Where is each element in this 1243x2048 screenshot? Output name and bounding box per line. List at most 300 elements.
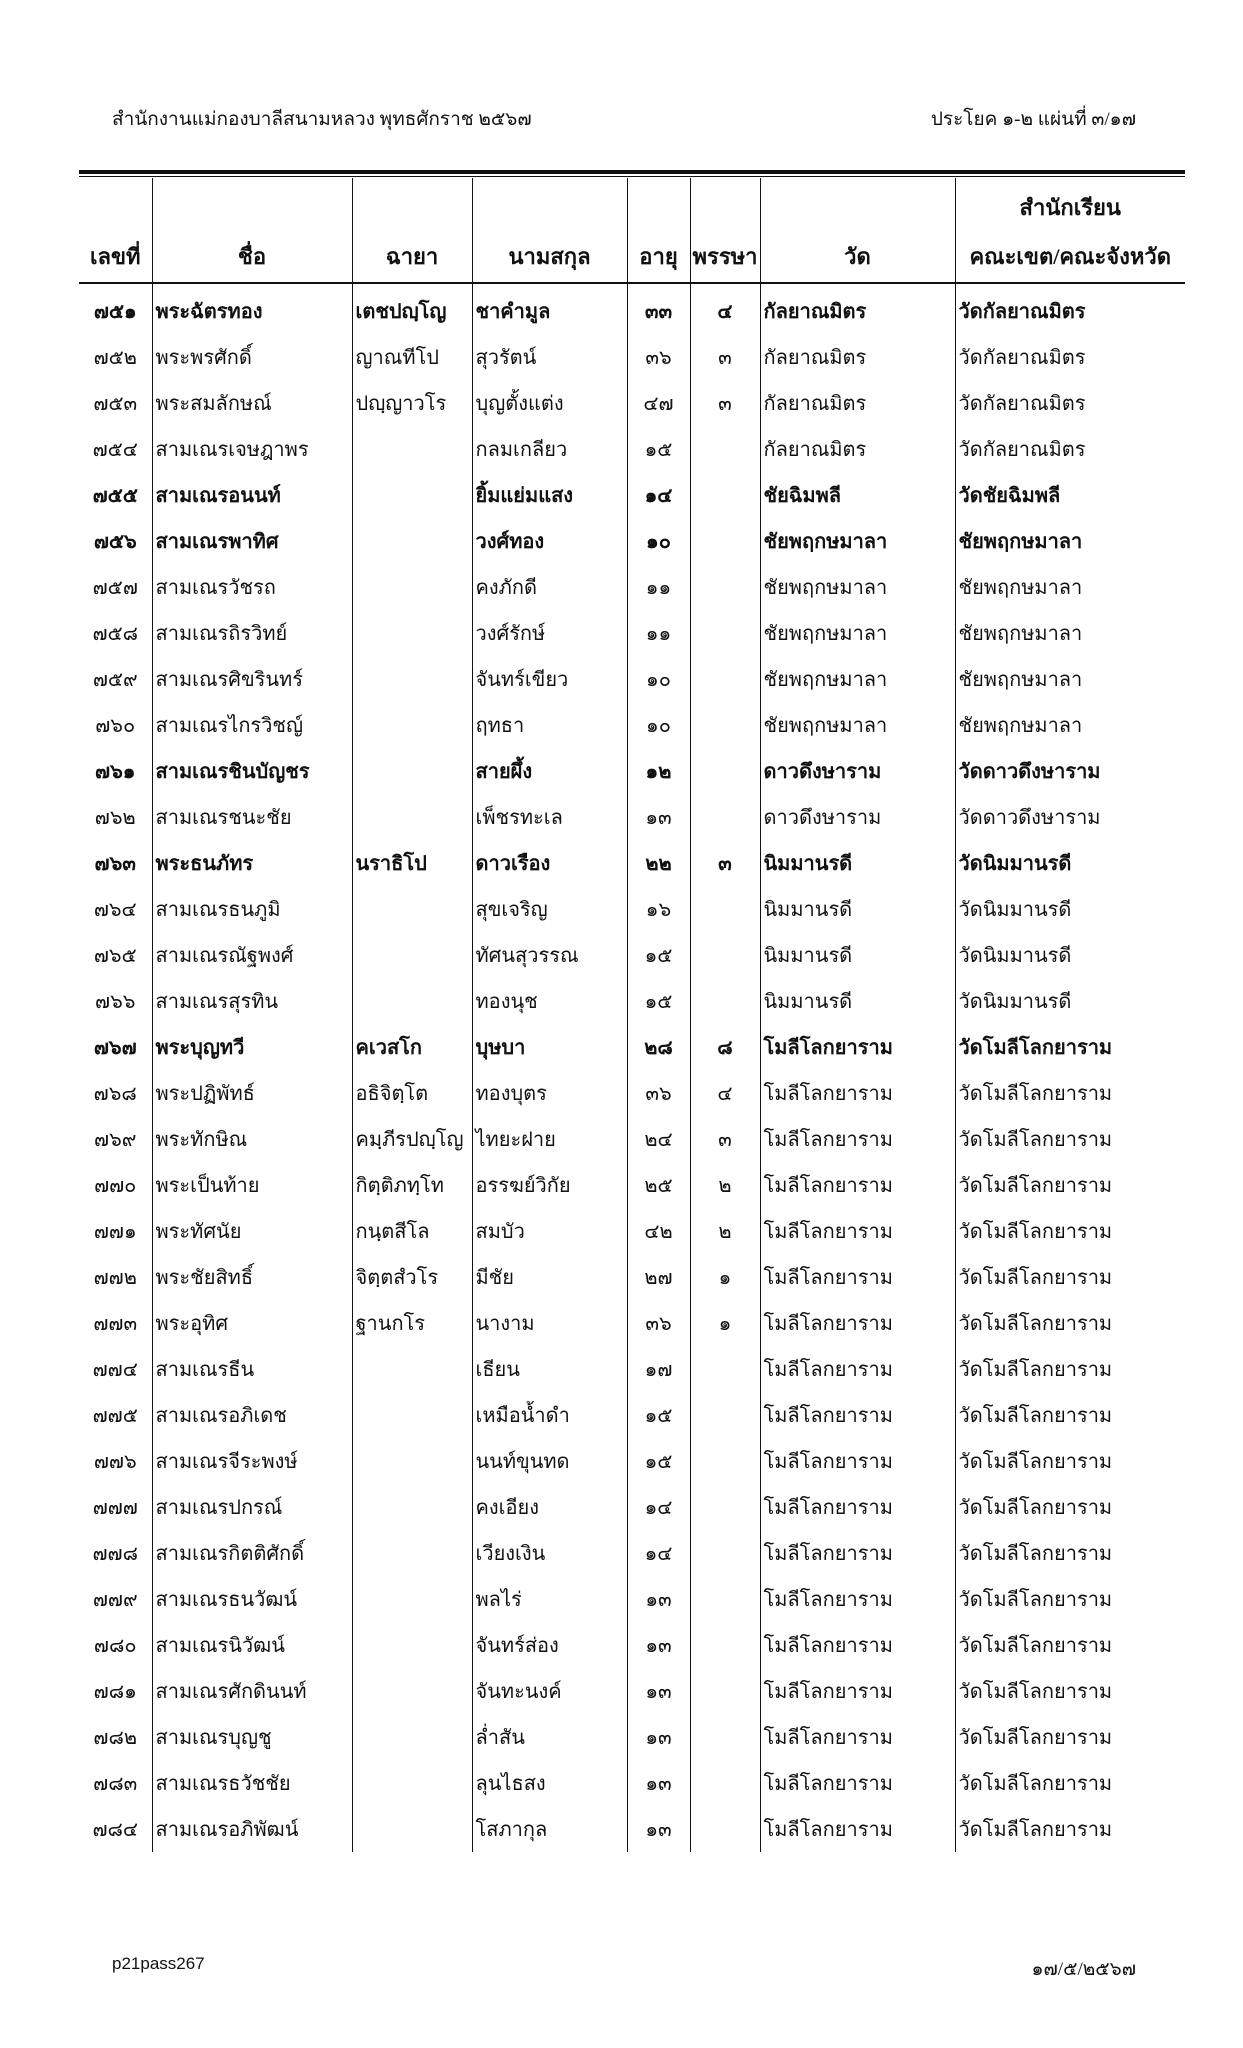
cell-school: ชัยพฤกษมาลา: [955, 610, 1185, 656]
cell-surname: ไทยะฝาย: [472, 1116, 627, 1162]
cell-vassa: [690, 886, 760, 932]
cell-surname: ล่ำสัน: [472, 1714, 627, 1760]
cell-name: สามเณรไกรวิชญ์: [152, 702, 352, 748]
cell-surname: เธียน: [472, 1346, 627, 1392]
table-row: [79, 1162, 1185, 1208]
cell-vassa: ๘: [690, 1024, 760, 1070]
cell-no: ๗๖๓: [94, 853, 136, 875]
table-row: [79, 1346, 1185, 1392]
cell-vassa: ๔: [690, 283, 760, 334]
cell-age: ๑๐: [627, 518, 690, 564]
col-header-vassa: พรรษา: [690, 178, 760, 283]
cell-chaya: ญาณทีโป: [352, 334, 472, 380]
cell-school: วัดโมลีโลกยาราม: [955, 1300, 1185, 1346]
cell-chaya: กนฺตสีโล: [352, 1208, 472, 1254]
cell-wat: ชัยพฤกษมาลา: [760, 702, 955, 748]
cell-vassa: [690, 564, 760, 610]
table-row: [79, 1070, 1185, 1116]
cell-school: วัดโมลีโลกยาราม: [955, 1576, 1185, 1622]
cell-name: พระบุญทวี: [152, 1024, 352, 1070]
cell-school: วัดดาวดึงษาราม: [955, 794, 1185, 840]
cell-vassa: [690, 1806, 760, 1852]
cell-school: วัดนิมมานรดี: [955, 886, 1185, 932]
cell-school: วัดชัยฉิมพลี: [955, 472, 1185, 518]
cell-school: วัดกัลยาณมิตร: [955, 426, 1185, 472]
cell-chaya: [352, 1530, 472, 1576]
cell-school: วัดนิมมานรดี: [955, 840, 1185, 886]
cell-wat: โมลีโลกยาราม: [760, 1070, 955, 1116]
cell-no: ๗๖๑: [95, 761, 136, 783]
cell-name: สามเณรศิขรินทร์: [152, 656, 352, 702]
table-row: [79, 1530, 1185, 1576]
cell-chaya: [352, 472, 472, 518]
cell-school: วัดกัลยาณมิตร: [955, 283, 1185, 334]
cell-school: วัดโมลีโลกยาราม: [955, 1438, 1185, 1484]
cell-vassa: [690, 1668, 760, 1714]
cell-age: ๔๗: [627, 380, 690, 426]
cell-chaya: [352, 978, 472, 1024]
cell-name: พระทักษิณ: [152, 1116, 352, 1162]
cell-wat: ดาวดึงษาราม: [760, 748, 955, 794]
cell-chaya: คเวสโก: [352, 1024, 472, 1070]
cell-surname: อรรฆย์วิกัย: [472, 1162, 627, 1208]
table-row: [79, 1438, 1185, 1484]
cell-age: ๑๒: [627, 748, 690, 794]
cell-no: ๗๖๗: [93, 1037, 137, 1059]
cell-age: ๑๖: [627, 886, 690, 932]
cell-vassa: [690, 1484, 760, 1530]
cell-age: ๑๔: [627, 472, 690, 518]
table-row: [79, 748, 1185, 794]
cell-no: ๗๗๑: [93, 1221, 137, 1243]
table-row: [79, 610, 1185, 656]
cell-chaya: [352, 1438, 472, 1484]
cell-chaya: [352, 656, 472, 702]
cell-age: ๑๕: [627, 1438, 690, 1484]
cell-no: ๗๕๘: [92, 623, 139, 645]
cell-name: สามเณรธนวัฒน์: [152, 1576, 352, 1622]
cell-name: สามเณรพาทิศ: [152, 518, 352, 564]
cell-wat: ดาวดึงษาราม: [760, 794, 955, 840]
table-header-row: [79, 178, 1185, 283]
cell-name: สามเณรอภิเดช: [152, 1392, 352, 1438]
cell-surname: เพ็ชรทะเล: [472, 794, 627, 840]
cell-vassa: [690, 932, 760, 978]
cell-age: ๑๓: [627, 1576, 690, 1622]
cell-surname: จันทะนงค์: [472, 1668, 627, 1714]
cell-vassa: [690, 702, 760, 748]
cell-chaya: อธิจิตฺโต: [352, 1070, 472, 1116]
cell-chaya: [352, 1576, 472, 1622]
cell-name: พระอุทิศ: [152, 1300, 352, 1346]
cell-chaya: [352, 1392, 472, 1438]
table-row: [79, 472, 1185, 518]
cell-name: พระธนภัทร: [152, 840, 352, 886]
cell-chaya: [352, 886, 472, 932]
cell-school: วัดโมลีโลกยาราม: [955, 1116, 1185, 1162]
cell-wat: โมลีโลกยาราม: [760, 1254, 955, 1300]
cell-no: ๗๖๔: [93, 899, 137, 921]
cell-school: วัดโมลีโลกยาราม: [955, 1024, 1185, 1070]
cell-wat: โมลีโลกยาราม: [760, 1576, 955, 1622]
cell-name: พระสมลักษณ์: [152, 380, 352, 426]
cell-no: ๗๕๕: [92, 485, 138, 507]
footer-code: p21pass267: [112, 1954, 205, 1973]
col-header-age: อายุ: [627, 178, 690, 283]
cell-surname: คงภักดี: [472, 564, 627, 610]
cell-name: พระเป็นท้าย: [152, 1162, 352, 1208]
cell-vassa: [690, 1576, 760, 1622]
cell-wat: กัลยาณมิตร: [760, 380, 955, 426]
cell-school: วัดกัลยาณมิตร: [955, 380, 1185, 426]
cell-surname: จันทร์ส่อง: [472, 1622, 627, 1668]
cell-age: ๒๒: [627, 840, 690, 886]
table-row: [79, 334, 1185, 380]
cell-school: วัดนิมมานรดี: [955, 932, 1185, 978]
cell-wat: โมลีโลกยาราม: [760, 1208, 955, 1254]
cell-no: ๗๕๗: [92, 577, 138, 599]
cell-vassa: [690, 1530, 760, 1576]
cell-chaya: [352, 1714, 472, 1760]
cell-name: สามเณรถิรวิทย์: [152, 610, 352, 656]
table-row: [79, 1806, 1185, 1852]
cell-surname: กลมเกลียว: [472, 426, 627, 472]
cell-chaya: [352, 794, 472, 840]
cell-age: ๒๘: [627, 1024, 690, 1070]
table-row: [79, 283, 1185, 334]
cell-surname: บุษบา: [472, 1024, 627, 1070]
col-header-name: ชื่อ: [152, 178, 352, 283]
cell-surname: เหมือน้ำดำ: [472, 1392, 627, 1438]
cell-vassa: ๑: [690, 1300, 760, 1346]
cell-school: ชัยพฤกษมาลา: [955, 656, 1185, 702]
cell-vassa: [690, 1392, 760, 1438]
cell-surname: นางาม: [472, 1300, 627, 1346]
cell-no: ๗๕๙: [92, 669, 138, 691]
cell-age: ๑๓: [627, 1760, 690, 1806]
cell-no: ๗๖๕: [93, 945, 137, 967]
footer-date: ๑๗/๕/๒๕๖๗: [1031, 1959, 1136, 1980]
cell-wat: นิมมานรดี: [760, 978, 955, 1024]
cell-name: พระพรศักดิ์: [152, 334, 352, 380]
cell-name: สามเณรเจษฎาพร: [152, 426, 352, 472]
cell-wat: นิมมานรดี: [760, 840, 955, 886]
cell-name: สามเณรปกรณ์: [152, 1484, 352, 1530]
cell-no: ๗๖๘: [93, 1083, 137, 1105]
cell-no: ๗๗๕: [92, 1405, 138, 1427]
cell-surname: ทองบุตร: [472, 1070, 627, 1116]
col-header-chaya: ฉายา: [352, 178, 472, 283]
cell-wat: โมลีโลกยาราม: [760, 1530, 955, 1576]
table-row: [79, 1208, 1185, 1254]
cell-surname: ลุนไธสง: [472, 1760, 627, 1806]
cell-chaya: [352, 1484, 472, 1530]
cell-age: ๒๗: [627, 1254, 690, 1300]
table-row: [79, 1116, 1185, 1162]
cell-school: วัดกัลยาณมิตร: [955, 334, 1185, 380]
cell-surname: สายผึ้ง: [472, 748, 627, 794]
cell-wat: โมลีโลกยาราม: [760, 1162, 955, 1208]
cell-age: ๑๕: [627, 978, 690, 1024]
cell-chaya: [352, 1806, 472, 1852]
cell-vassa: [690, 426, 760, 472]
cell-no: ๗๘๒: [93, 1727, 138, 1749]
cell-no: ๗๗๘: [92, 1543, 138, 1565]
cell-school: วัดโมลีโลกยาราม: [955, 1622, 1185, 1668]
cell-vassa: ๑: [690, 1254, 760, 1300]
cell-wat: โมลีโลกยาราม: [760, 1438, 955, 1484]
cell-wat: ชัยพฤกษมาลา: [760, 564, 955, 610]
cell-name: สามเณรชนะชัย: [152, 794, 352, 840]
cell-surname: ชาคำมูล: [472, 283, 627, 334]
table-row: [79, 932, 1185, 978]
cell-wat: ชัยฉิมพลี: [760, 472, 955, 518]
cell-name: สามเณรธวัชชัย: [152, 1760, 352, 1806]
cell-no: ๗๕๖: [93, 531, 137, 553]
cell-name: สามเณรสุรทิน: [152, 978, 352, 1024]
cell-age: ๑๓: [627, 1622, 690, 1668]
cell-vassa: ๒: [690, 1208, 760, 1254]
cell-age: ๑๓: [627, 1806, 690, 1852]
cell-age: ๑๓: [627, 1668, 690, 1714]
table-row: [79, 1576, 1185, 1622]
cell-no: ๗๖๙: [94, 1129, 137, 1151]
table-row: [79, 702, 1185, 748]
cell-school: วัดโมลีโลกยาราม: [955, 1760, 1185, 1806]
cell-wat: โมลีโลกยาราม: [760, 1024, 955, 1070]
cell-name: สามเณรชินบัญชร: [152, 748, 352, 794]
cell-surname: นนท์ขุนทด: [472, 1438, 627, 1484]
cell-school: วัดนิมมานรดี: [955, 978, 1185, 1024]
cell-age: ๑๓: [627, 794, 690, 840]
cell-no: ๗๕๓: [93, 393, 138, 415]
cell-school: วัดโมลีโลกยาราม: [955, 1806, 1185, 1852]
cell-chaya: [352, 1622, 472, 1668]
cell-school: วัดดาวดึงษาราม: [955, 748, 1185, 794]
cell-age: ๑๐: [627, 702, 690, 748]
col-header-school-line1: สำนักเรียน: [1019, 195, 1121, 220]
cell-age: ๑๑: [627, 610, 690, 656]
cell-name: สามเณรอนนท์: [152, 472, 352, 518]
table-row: [79, 1714, 1185, 1760]
cell-age: ๑๗: [627, 1346, 690, 1392]
cell-name: พระทัศนัย: [152, 1208, 352, 1254]
cell-no: ๗๕๒: [93, 347, 137, 369]
cell-wat: ชัยพฤกษมาลา: [760, 656, 955, 702]
cell-school: วัดโมลีโลกยาราม: [955, 1392, 1185, 1438]
office-header: สำนักงานแม่กองบาลีสนามหลวง พุทธศักราช ๒๕๖๗: [112, 109, 532, 130]
cell-name: สามเณรบุญชู: [152, 1714, 352, 1760]
cell-age: ๑๐: [627, 656, 690, 702]
cell-vassa: [690, 794, 760, 840]
cell-surname: สุวรัตน์: [472, 334, 627, 380]
cell-no: ๗๗๓: [93, 1313, 138, 1335]
cell-no: ๗๗๗: [92, 1497, 138, 1519]
cell-wat: โมลีโลกยาราม: [760, 1714, 955, 1760]
cell-no: ๗๘๑: [93, 1681, 137, 1703]
cell-school: วัดโมลีโลกยาราม: [955, 1714, 1185, 1760]
cell-chaya: [352, 426, 472, 472]
cell-school: วัดโมลีโลกยาราม: [955, 1070, 1185, 1116]
cell-no: ๗๖๒: [94, 807, 136, 829]
table-row: [79, 380, 1185, 426]
cell-school: วัดโมลีโลกยาราม: [955, 1208, 1185, 1254]
cell-vassa: ๓: [690, 1116, 760, 1162]
cell-age: ๓๖: [627, 1070, 690, 1116]
cell-wat: กัลยาณมิตร: [760, 426, 955, 472]
cell-school: วัดโมลีโลกยาราม: [955, 1254, 1185, 1300]
cell-vassa: [690, 978, 760, 1024]
cell-wat: กัลยาณมิตร: [760, 283, 955, 334]
col-header-school-line2: คณะเขต/คณะจังหวัด: [969, 244, 1172, 269]
cell-wat: โมลีโลกยาราม: [760, 1300, 955, 1346]
cell-no: ๗๘๓: [93, 1773, 138, 1795]
table-row: [79, 1300, 1185, 1346]
cell-no: ๗๕๔: [92, 439, 138, 461]
cell-surname: โสภากุล: [472, 1806, 627, 1852]
cell-chaya: ปญฺญาวโร: [352, 380, 472, 426]
cell-no: ๗๖๐: [95, 715, 136, 737]
cell-age: ๑๔: [627, 1530, 690, 1576]
cell-chaya: [352, 610, 472, 656]
cell-no: ๗๘๔: [92, 1819, 139, 1841]
cell-name: สามเณรนิวัฒน์: [152, 1622, 352, 1668]
table-row: [79, 1024, 1185, 1070]
table-row: [79, 1392, 1185, 1438]
cell-school: ชัยพฤกษมาลา: [955, 518, 1185, 564]
cell-no: ๗๗๖: [93, 1451, 137, 1473]
cell-chaya: จิตฺตสํวโร: [352, 1254, 472, 1300]
cell-chaya: เตชปญฺโญ: [352, 283, 472, 334]
cell-surname: พลไร่: [472, 1576, 627, 1622]
col-header-school: [955, 178, 1185, 283]
table-row: [79, 886, 1185, 932]
cell-wat: นิมมานรดี: [760, 886, 955, 932]
table-row: [79, 518, 1185, 564]
col-header-surname: นามสกุล: [472, 178, 627, 283]
cell-age: ๑๕: [627, 1392, 690, 1438]
cell-no: ๗๖๖: [95, 991, 136, 1013]
cell-chaya: [352, 518, 472, 564]
cell-chaya: ฐานกโร: [352, 1300, 472, 1346]
cell-chaya: [352, 702, 472, 748]
cell-school: ชัยพฤกษมาลา: [955, 564, 1185, 610]
cell-wat: โมลีโลกยาราม: [760, 1116, 955, 1162]
cell-surname: สุขเจริญ: [472, 886, 627, 932]
cell-no: ๗๗๙: [92, 1589, 138, 1611]
cell-wat: โมลีโลกยาราม: [760, 1392, 955, 1438]
cell-vassa: ๓: [690, 380, 760, 426]
cell-surname: ฤทธา: [472, 702, 627, 748]
results-table: [79, 178, 1185, 1852]
cell-wat: โมลีโลกยาราม: [760, 1346, 955, 1392]
cell-name: พระฉัตรทอง: [152, 283, 352, 334]
sheet-number: ประโยค ๑-๒ แผ่นที่ ๓/๑๗: [930, 109, 1136, 130]
cell-surname: เวียงเงิน: [472, 1530, 627, 1576]
cell-chaya: [352, 1668, 472, 1714]
cell-age: ๑๓: [627, 1714, 690, 1760]
cell-vassa: [690, 748, 760, 794]
table-row: [79, 1254, 1185, 1300]
cell-vassa: [690, 1714, 760, 1760]
cell-chaya: นราธิโป: [352, 840, 472, 886]
cell-no: ๗๗๔: [92, 1359, 138, 1381]
cell-school: วัดโมลีโลกยาราม: [955, 1484, 1185, 1530]
cell-surname: ทองนุช: [472, 978, 627, 1024]
cell-wat: โมลีโลกยาราม: [760, 1668, 955, 1714]
cell-surname: ยิ้มแย่มแสง: [472, 472, 627, 518]
cell-chaya: กิตฺติภทฺโท: [352, 1162, 472, 1208]
cell-wat: โมลีโลกยาราม: [760, 1806, 955, 1852]
cell-chaya: [352, 564, 472, 610]
cell-vassa: [690, 656, 760, 702]
cell-vassa: ๓: [690, 840, 760, 886]
table-row: [79, 426, 1185, 472]
cell-name: สามเณรวัชรถ: [152, 564, 352, 610]
cell-surname: วงศ์ทอง: [472, 518, 627, 564]
cell-school: วัดโมลีโลกยาราม: [955, 1668, 1185, 1714]
cell-wat: ชัยพฤกษมาลา: [760, 518, 955, 564]
cell-age: ๑๔: [627, 1484, 690, 1530]
cell-vassa: [690, 472, 760, 518]
cell-surname: สมบัว: [472, 1208, 627, 1254]
cell-vassa: ๒: [690, 1162, 760, 1208]
cell-name: สามเณรศักดินนท์: [152, 1668, 352, 1714]
cell-chaya: [352, 748, 472, 794]
cell-surname: ทัศนสุวรรณ: [472, 932, 627, 978]
cell-name: พระชัยสิทธิ์: [152, 1254, 352, 1300]
table-row: [79, 1484, 1185, 1530]
cell-age: ๓๓: [627, 283, 690, 334]
cell-vassa: [690, 1438, 760, 1484]
table-row: [79, 794, 1185, 840]
cell-age: ๑๕: [627, 426, 690, 472]
cell-wat: ชัยพฤกษมาลา: [760, 610, 955, 656]
table-row: [79, 564, 1185, 610]
cell-surname: วงศ์รักษ์: [472, 610, 627, 656]
cell-wat: โมลีโลกยาราม: [760, 1484, 955, 1530]
cell-surname: ดาวเรือง: [472, 840, 627, 886]
table-row: [79, 1668, 1185, 1714]
cell-vassa: [690, 518, 760, 564]
cell-chaya: [352, 932, 472, 978]
table-row: [79, 1622, 1185, 1668]
cell-age: ๒๔: [627, 1116, 690, 1162]
cell-name: พระปฏิพัทธ์: [152, 1070, 352, 1116]
table-row: [79, 978, 1185, 1024]
cell-chaya: [352, 1346, 472, 1392]
cell-vassa: ๓: [690, 334, 760, 380]
cell-age: ๓๖: [627, 334, 690, 380]
cell-surname: จันทร์เขียว: [472, 656, 627, 702]
cell-wat: โมลีโลกยาราม: [760, 1760, 955, 1806]
top-rule: [79, 170, 1185, 174]
cell-wat: นิมมานรดี: [760, 932, 955, 978]
cell-no: ๗๗๒: [93, 1267, 137, 1289]
cell-age: ๓๖: [627, 1300, 690, 1346]
cell-school: วัดโมลีโลกยาราม: [955, 1162, 1185, 1208]
cell-surname: มีชัย: [472, 1254, 627, 1300]
cell-school: วัดโมลีโลกยาราม: [955, 1530, 1185, 1576]
cell-age: ๔๒: [627, 1208, 690, 1254]
cell-school: ชัยพฤกษมาลา: [955, 702, 1185, 748]
cell-school: วัดโมลีโลกยาราม: [955, 1346, 1185, 1392]
cell-age: ๑๕: [627, 932, 690, 978]
cell-wat: โมลีโลกยาราม: [760, 1622, 955, 1668]
cell-vassa: ๔: [690, 1070, 760, 1116]
col-header-no: เลขที่: [79, 178, 152, 283]
cell-chaya: [352, 1760, 472, 1806]
